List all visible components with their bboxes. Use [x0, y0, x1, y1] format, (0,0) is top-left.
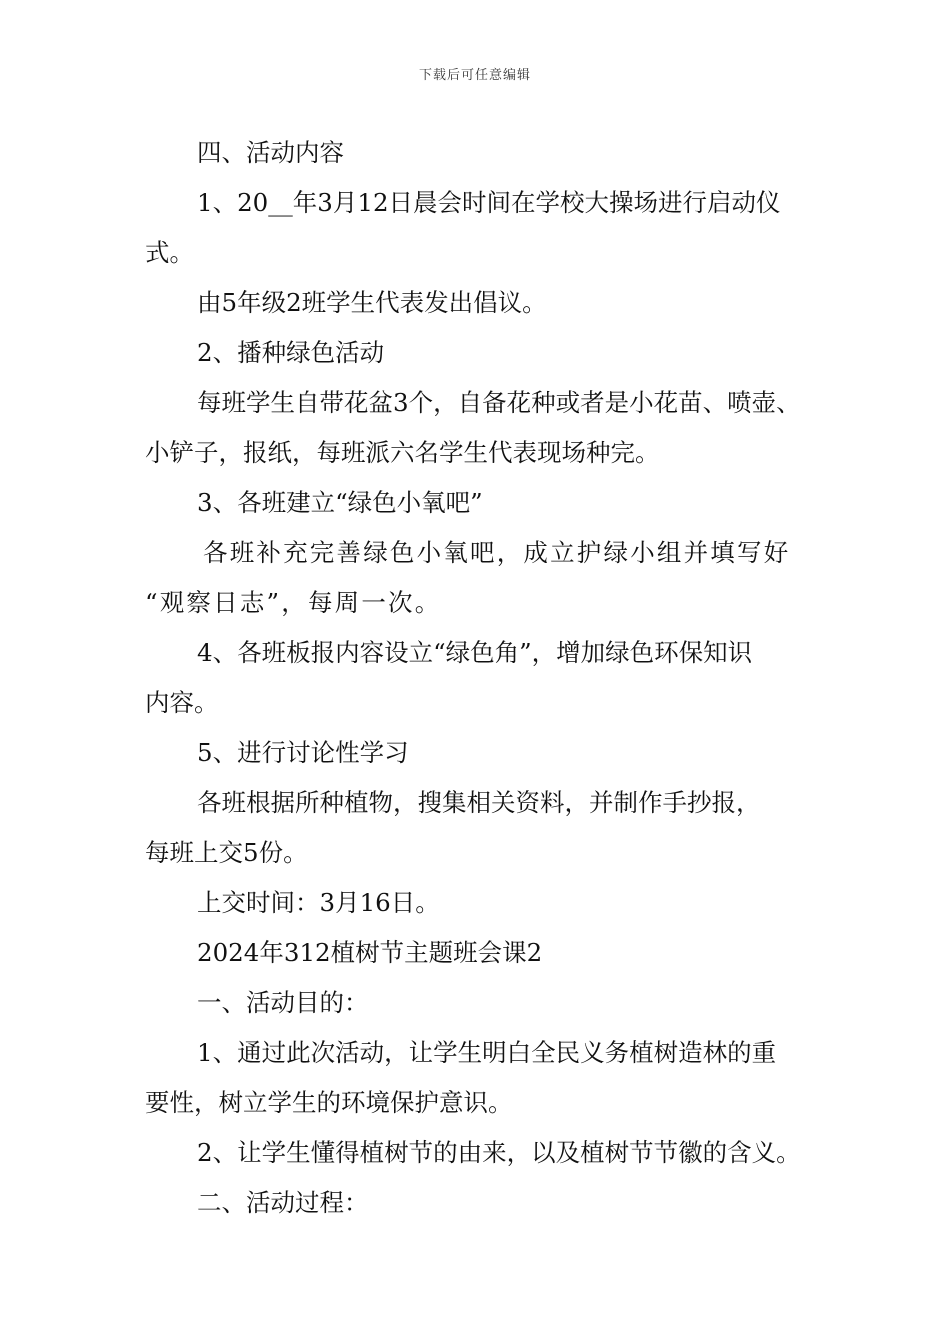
section-heading-purpose — [145, 978, 810, 1028]
paragraph-line: 内容。 — [145, 688, 219, 717]
paragraph-line: 四、活动内容 — [197, 138, 344, 167]
document-body — [145, 128, 810, 1228]
paragraph-item-5 — [145, 728, 810, 778]
page-header: 下载后可任意编辑 — [418, 68, 531, 83]
paragraph-purpose-2 — [145, 1128, 810, 1178]
paragraph-line: 4、各班板报内容设立“绿色角”，增加绿色环保知识 — [197, 638, 753, 667]
paragraph-line: 小铲子，报纸，每班派六名学生代表现场种完。 — [145, 438, 660, 467]
paragraph-line: 1、20__年3月12日晨会时间在学校大操场进行启动仪 — [197, 188, 781, 217]
paragraph-line: 2024年312植树节主题班会课2 — [197, 938, 543, 967]
paragraph-line: 3、各班建立“绿色小氧吧” — [197, 488, 483, 517]
paragraph-line: 一、活动目的： — [197, 988, 369, 1017]
paragraph-line: 每班学生自带花盆3个，自备花种或者是小花苗、喷壶、 — [197, 388, 801, 417]
section-heading-process — [145, 1178, 810, 1228]
paragraph-line: 二、活动过程： — [197, 1188, 369, 1217]
paragraph-line: 1、通过此次活动，让学生明白全民义务植树造林的重 — [197, 1038, 777, 1067]
paragraph-oxygen-bar — [145, 528, 810, 628]
paragraph-item-3 — [145, 478, 810, 528]
paragraph-line: 各班根据所种植物，搜集相关资料，并制作手抄报， — [197, 788, 761, 817]
paragraph-item-1 — [145, 178, 810, 278]
paragraph-line: 2、让学生懂得植树节的由来，以及植树节节徽的含义。 — [197, 1138, 801, 1167]
paragraph-line: 各班补充完善绿色小氧吧，成立护绿小组并填写好 — [203, 538, 791, 567]
paragraph-line: 2、播种绿色活动 — [197, 338, 385, 367]
paragraph-purpose-1 — [145, 1028, 810, 1128]
paragraph-planting — [145, 378, 810, 478]
paragraph-line: 式。 — [145, 238, 194, 267]
paragraph-line: 5、进行讨论性学习 — [197, 738, 409, 767]
document-subtitle — [145, 928, 810, 978]
paragraph-proposal — [145, 278, 810, 328]
paragraph-line: 上交时间：3月16日。 — [197, 888, 440, 917]
paragraph-line: 要性，树立学生的环境保护意识。 — [145, 1088, 513, 1117]
paragraph-line: 由5年级2班学生代表发出倡议。 — [197, 288, 547, 317]
paragraph-deadline — [145, 878, 810, 928]
paragraph-research — [145, 778, 810, 878]
paragraph-line: “观察日志”，每周一次。 — [145, 588, 442, 617]
paragraph-item-4 — [145, 628, 810, 728]
paragraph-item-2 — [145, 328, 810, 378]
section-heading-activity-content — [145, 128, 810, 178]
paragraph-line: 每班上交5份。 — [145, 838, 308, 867]
